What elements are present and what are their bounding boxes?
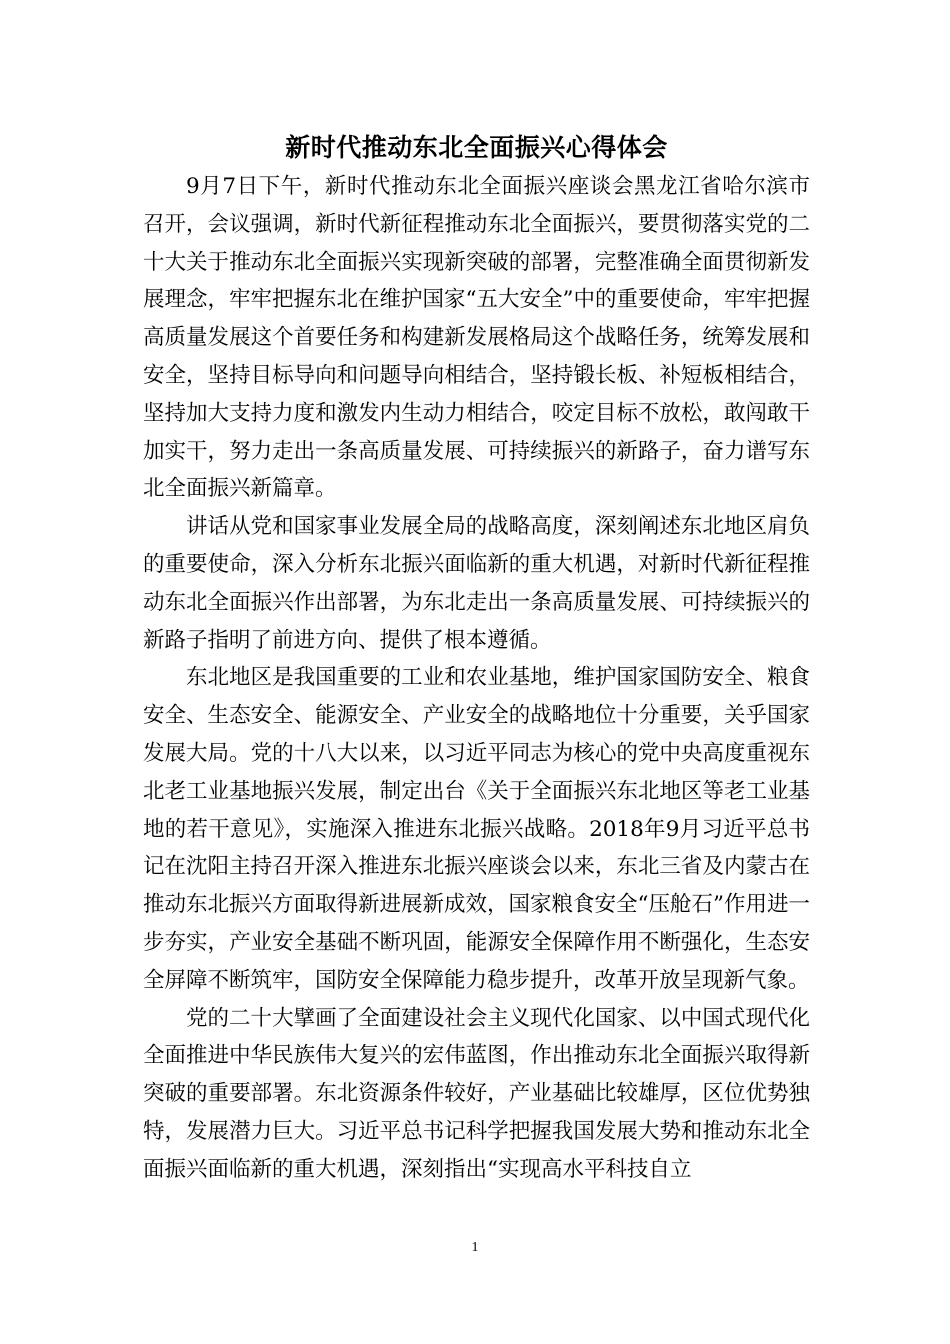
- page-number: 1: [471, 1240, 479, 1255]
- paragraph-2: 讲话从党和国家事业发展全局的战略高度，深刻阐述东北地区肩负的重要使命，深入分析东北振兴面临新的重大机遇，对新时代新征程推动东北全面振兴作出部署，为东北走出一条高质量发展、可持续振兴的新路子指明了前进方向、提供了根本遵循。: [143, 514, 810, 653]
- paragraph-4: 党的二十大擘画了全面建设社会主义现代化国家、以中国式现代化全面推进中华民族伟大复兴的宏伟蓝图，作出推动东北全面振兴取得新突破的重要部署。东北资源条件较好，产业基础比较雄厚，区位优势独特，发展潜力巨大。习近平总书记科学把握我国发展大势和推动东北全面振兴面临新的重大机遇，深刻指出“实现高水平科技自立: [143, 1005, 810, 1182]
- paragraph-1: 9月7日下午，新时代推动东北全面振兴座谈会黑龙江省哈尔滨市召开，会议强调，新时代新征程推动东北全面振兴，要贯彻落实党的二十大关于推动东北全面振兴实现新突破的部署，完整准确全面贯彻新发展理念，牢牢把握东北在维护国家“五大安全”中的重要使命，牢牢把握高质量发展这个首要任务和构建新发展格局这个战略任务，统筹发展和安全，坚持目标导向和问题导向相结合，坚持锻长板、补短板相结合，坚持加大支持力度和激发内生动力相结合，咬定目标不放松，敢闯敢干加实干，努力走出一条高质量发展、可持续振兴的新路子，奋力谱写东北全面振兴新篇章。: [143, 174, 810, 502]
- document-page: [143, 128, 810, 1189]
- paragraph-3: 东北地区是我国重要的工业和农业基地，维护国家国防安全、粮食安全、生态安全、能源安全、产业安全的战略地位十分重要，关乎国家发展大局。党的十八大以来，以习近平同志为核心的党中央高度重视东北老工业基地振兴发展，制定出台《关于全面振兴东北地区等老工业基地的若干意见》，实施深入推进东北振兴战略。2018年9月习近平总书记在沈阳主持召开深入推进东北振兴座谈会以来，东北三省及内蒙古在推动东北振兴方面取得新进展新成效，国家粮食安全“压舱石”作用进一步夯实，产业安全基础不断巩固，能源安全保障作用不断强化，生态安全屏障不断筑牢，国防安全保障能力稳步提升，改革开放呈现新气象。: [143, 665, 810, 993]
- document-title: 新时代推动东北全面振兴心得体会: [285, 133, 668, 162]
